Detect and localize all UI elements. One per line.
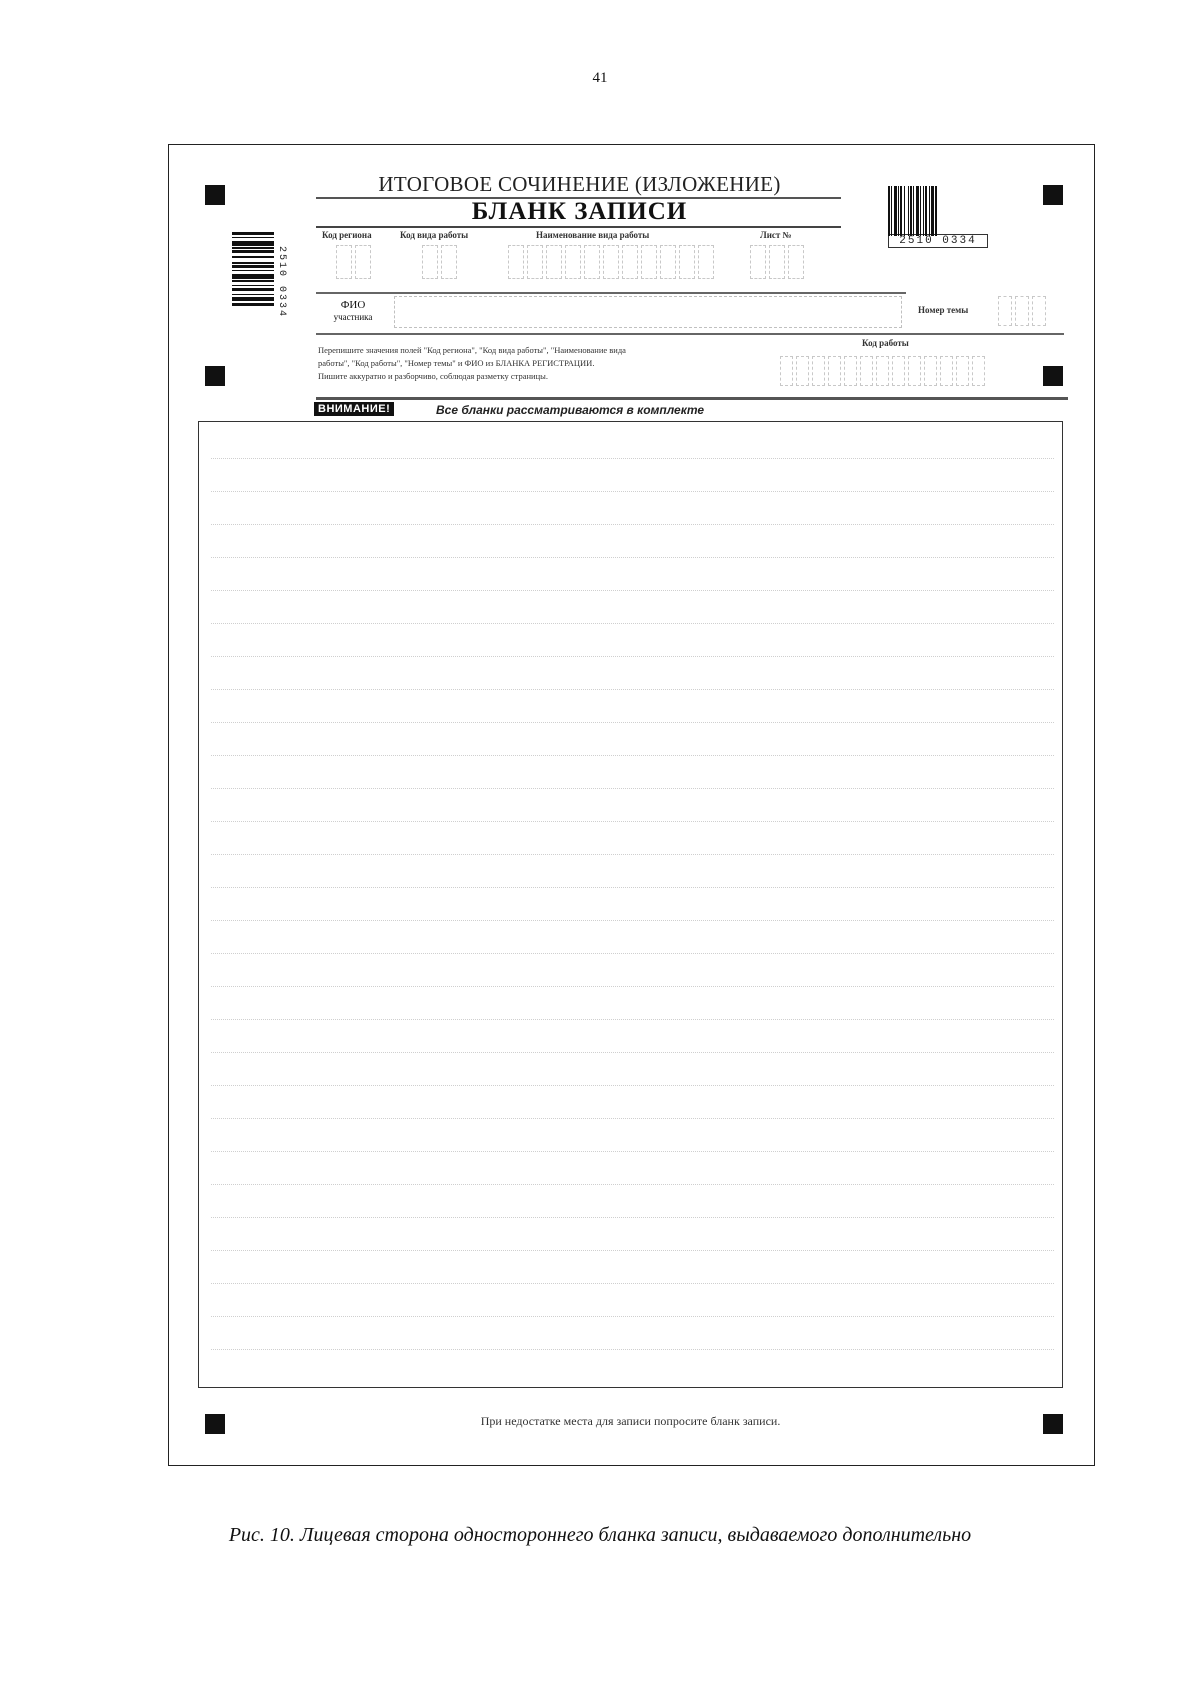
input-cell[interactable] (1032, 296, 1046, 326)
writing-line (211, 1118, 1054, 1119)
figure-caption: Рис. 10. Лицевая сторона одностороннего бланка записи, выдаваемого дополнительно (228, 1524, 972, 1546)
input-cell[interactable] (998, 296, 1012, 326)
sheet-number-label: Лист № (760, 230, 792, 240)
instructions-text (318, 344, 758, 383)
writing-line (211, 590, 1054, 591)
writing-line (211, 557, 1054, 558)
input-cell[interactable] (441, 245, 457, 279)
input-cell[interactable] (527, 245, 543, 279)
fio-label-sub: участника (333, 312, 373, 322)
writing-line (211, 1283, 1054, 1284)
attention-text: Все бланки рассматриваются в комплекте (436, 403, 705, 417)
input-cell[interactable] (940, 356, 953, 386)
writing-line (211, 953, 1054, 954)
work-type-code-cells[interactable] (422, 245, 457, 279)
input-cell[interactable] (508, 245, 524, 279)
alignment-marker-top-right (1043, 185, 1063, 205)
input-cell[interactable] (908, 356, 921, 386)
attention-badge: ВНИМАНИЕ! (314, 402, 394, 416)
writing-line (211, 1316, 1054, 1317)
sheet-number-cells[interactable] (750, 245, 804, 279)
barcode-side-left (232, 232, 292, 332)
work-type-name-cells[interactable] (508, 245, 714, 279)
topic-number-cells[interactable] (998, 296, 1046, 326)
writing-line (211, 722, 1054, 723)
input-cell[interactable] (750, 245, 766, 279)
instruction-line: работы", "Код работы", "Номер темы" и ФИО из БЛАНКА РЕГИСТРАЦИИ. (318, 358, 595, 368)
input-cell[interactable] (422, 245, 438, 279)
work-type-name-label: Наименование вида работы (536, 230, 650, 240)
input-cell[interactable] (660, 245, 676, 279)
input-cell[interactable] (924, 356, 937, 386)
writing-line (211, 1052, 1054, 1053)
input-cell[interactable] (796, 356, 809, 386)
footer-note: При недостатке места для записи попросите бланк записи. (480, 1414, 781, 1428)
input-cell[interactable] (698, 245, 714, 279)
input-cell[interactable] (780, 356, 793, 386)
topic-number-label: Номер темы (918, 305, 969, 315)
writing-area[interactable] (198, 421, 1063, 1388)
writing-line (211, 458, 1054, 459)
region-code-cells[interactable] (336, 245, 371, 279)
writing-line (211, 656, 1054, 657)
writing-line (211, 689, 1054, 690)
input-cell[interactable] (812, 356, 825, 386)
form-subtitle: БЛАНК ЗАПИСИ (471, 198, 688, 225)
writing-line (211, 788, 1054, 789)
writing-line (211, 920, 1054, 921)
input-cell[interactable] (956, 356, 969, 386)
alignment-marker-mid-right (1043, 366, 1063, 386)
writing-line (211, 623, 1054, 624)
barcode-bars (888, 186, 988, 236)
alignment-marker-mid-left (205, 366, 225, 386)
input-cell[interactable] (679, 245, 695, 279)
writing-line (211, 755, 1054, 756)
fio-rule-top (316, 292, 906, 294)
writing-line (211, 1019, 1054, 1020)
input-cell[interactable] (355, 245, 371, 279)
page-number: 41 (592, 70, 608, 86)
input-cell[interactable] (876, 356, 889, 386)
alignment-marker-top-left (205, 185, 225, 205)
work-code-label: Код работы (862, 338, 909, 348)
input-cell[interactable] (622, 245, 638, 279)
input-cell[interactable] (769, 245, 785, 279)
work-type-code-label: Код вида работы (400, 230, 469, 240)
barcode-top-right (888, 186, 988, 248)
writing-line (211, 1217, 1054, 1218)
writing-line (211, 821, 1054, 822)
writing-line (211, 524, 1054, 525)
writing-line (211, 1151, 1054, 1152)
input-cell[interactable] (1015, 296, 1029, 326)
writing-line (211, 491, 1054, 492)
barcode-number: 2510 0334 (888, 234, 988, 248)
input-cell[interactable] (584, 245, 600, 279)
input-cell[interactable] (641, 245, 657, 279)
input-cell[interactable] (860, 356, 873, 386)
fio-input-field[interactable] (394, 296, 902, 328)
writing-line (211, 887, 1054, 888)
side-barcode-number: 2510 0334 (276, 245, 287, 318)
fio-label-main: ФИО (340, 299, 366, 311)
input-cell[interactable] (336, 245, 352, 279)
input-cell[interactable] (603, 245, 619, 279)
input-cell[interactable] (828, 356, 841, 386)
input-cell[interactable] (844, 356, 857, 386)
work-code-cells[interactable] (780, 356, 985, 386)
fio-rule-bottom (316, 333, 1064, 335)
barcode-bar (937, 186, 938, 236)
input-cell[interactable] (972, 356, 985, 386)
fio-label (318, 300, 388, 322)
input-cell[interactable] (546, 245, 562, 279)
writing-line (211, 1250, 1054, 1251)
subtitle-rule (316, 226, 841, 228)
region-code-label: Код региона (322, 230, 372, 240)
attention-rule (316, 397, 1068, 400)
writing-line (211, 1085, 1054, 1086)
input-cell[interactable] (788, 245, 804, 279)
instruction-line: Перепишите значения полей "Код региона", "Код вида работы", "Наименование вида (318, 345, 626, 355)
writing-line (211, 1349, 1054, 1350)
writing-line (211, 986, 1054, 987)
barcode-bars (232, 232, 274, 332)
input-cell[interactable] (892, 356, 905, 386)
writing-line (211, 854, 1054, 855)
writing-line (211, 1184, 1054, 1185)
barcode-bar (232, 306, 274, 308)
input-cell[interactable] (565, 245, 581, 279)
form-title: ИТОГОВОЕ СОЧИНЕНИЕ (ИЗЛОЖЕНИЕ) (378, 172, 781, 196)
instruction-line: Пишите аккуратно и разборчиво, соблюдая разметку страницы. (318, 371, 548, 381)
